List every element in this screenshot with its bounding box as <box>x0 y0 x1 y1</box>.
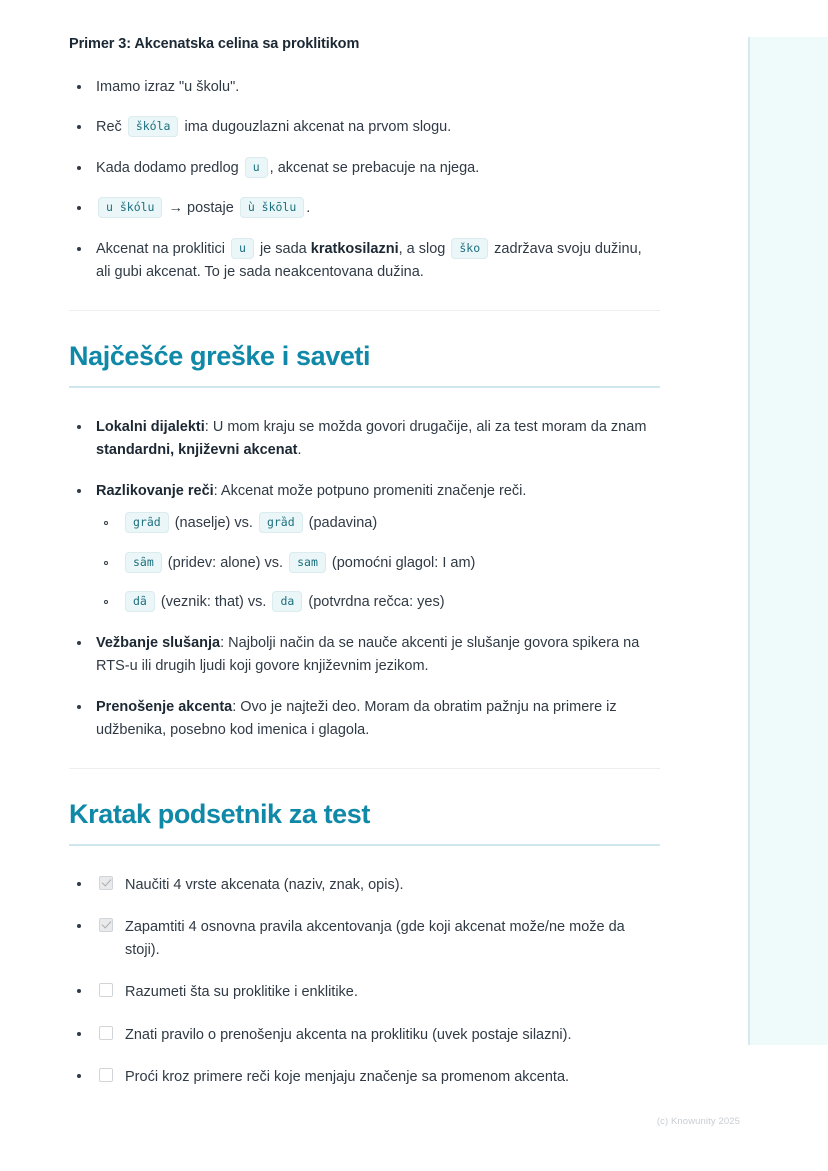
checklist-item[interactable] <box>69 981 660 1004</box>
accent-code-chip: sam <box>289 552 326 573</box>
accent-code-chip: u <box>245 157 268 178</box>
body-text: (naselje) vs. <box>170 515 257 532</box>
section-divider-2 <box>69 768 660 769</box>
list-item <box>69 76 660 99</box>
checkbox-checked-icon[interactable] <box>99 918 113 932</box>
accent-code-chip: sȃm <box>125 552 162 573</box>
body-text: : Najbolji način da se nauče akcenti je slušanje govora spikera na RTS-u ili drugih ljudi koji govore književnim jezikom. <box>96 634 640 675</box>
checklist-item-label: Naučiti 4 vrste akcenata (naziv, znak, opis). <box>125 876 404 893</box>
section-divider <box>69 310 660 311</box>
body-text: je sada <box>255 240 311 257</box>
checklist-item[interactable] <box>69 1024 660 1047</box>
list-item <box>69 696 660 743</box>
checklist-section-heading: Kratak podsetnik za test <box>69 798 370 829</box>
body-text: : U mom kraju se možda govori drugačije, ali za test moram da znam <box>204 418 647 435</box>
emphasis-text: Prenošenje akcenta <box>96 698 233 715</box>
body-text: zadržava svoju dužinu, ali gubi akcenat. To je sada neakcentovana dužina. <box>96 240 642 281</box>
accent-code-chip: da <box>272 591 302 612</box>
body-text: . <box>306 200 311 217</box>
body-text: (veznik: that) vs. <box>156 594 271 611</box>
accent-code-chip: škóla <box>128 116 179 137</box>
emphasis-text: Vežbanje slušanja <box>96 634 221 651</box>
list-item <box>69 632 660 679</box>
accent-code-chip: u <box>231 238 254 259</box>
test-checklist <box>69 874 660 1089</box>
list-item <box>69 116 660 139</box>
emphasis-text: standardni, književni akcenat <box>96 442 298 459</box>
list-item <box>69 416 660 463</box>
list-item <box>69 480 660 615</box>
checkbox-unchecked-icon[interactable] <box>99 983 113 997</box>
list-item <box>69 238 660 285</box>
footer-copyright: (c) Knowunity 2025 <box>656 1116 740 1127</box>
checklist-heading-underline <box>69 844 660 846</box>
body-text: → postaje <box>164 200 238 217</box>
body-text: Imamo izraz "u školu". <box>96 79 240 95</box>
emphasis-text: Lokalni dijalekti <box>96 418 205 435</box>
body-text: Reč <box>96 119 126 136</box>
checkbox-unchecked-icon[interactable] <box>99 1026 113 1040</box>
accent-code-chip: u škólu <box>98 197 162 218</box>
body-text: (pomoćni glagol: I am) <box>327 554 476 571</box>
nested-list <box>96 512 660 614</box>
example-bullet-list <box>69 76 660 285</box>
mistakes-heading-underline <box>69 386 660 388</box>
nested-list-item <box>96 552 660 575</box>
checkbox-unchecked-icon[interactable] <box>99 1068 113 1082</box>
mistakes-bullet-list <box>69 416 660 743</box>
body-text: , a slog <box>398 240 450 257</box>
body-text: Akcenat na proklitici <box>96 240 229 257</box>
checklist-item[interactable] <box>69 916 660 962</box>
accent-code-chip: ù škōlu <box>240 197 304 218</box>
right-decorative-band <box>748 37 828 1045</box>
accent-code-chip: ško <box>451 238 488 259</box>
body-text: (pridev: alone) vs. <box>163 554 288 571</box>
body-text: ima dugouzlazni akcenat na prvom slogu. <box>180 119 452 136</box>
checklist-item-label: Znati pravilo o prenošenju akcenta na proklitiku (uvek postaje silazni). <box>125 1026 572 1043</box>
nested-list-item <box>96 591 660 614</box>
checklist-item-label: Razumeti šta su proklitike i enklitike. <box>125 984 358 1001</box>
example-heading: Primer 3: Akcenatska celina sa proklitikom <box>69 36 360 52</box>
emphasis-text: kratkosilazni <box>310 240 399 257</box>
checkbox-checked-icon[interactable] <box>99 876 113 890</box>
nested-list-item <box>96 512 660 535</box>
checklist-item[interactable] <box>69 1066 660 1089</box>
accent-code-chip: dȃ <box>125 591 155 612</box>
checklist-item-label: Proći kroz primere reči koje menjaju značenje sa promenom akcenta. <box>125 1068 570 1085</box>
list-item <box>69 157 660 180</box>
mistakes-section-heading: Najčešće greške i saveti <box>69 340 371 371</box>
body-text: . <box>297 442 302 459</box>
accent-code-chip: grȁd <box>259 512 303 533</box>
body-text: : Ovo je najteži deo. Moram da obratim pažnju na primere iz udžbenika, posebno kod imenica i glagola. <box>96 698 617 739</box>
body-text: (potvrdna rečca: yes) <box>304 594 445 611</box>
checklist-item[interactable] <box>69 874 660 897</box>
accent-code-chip: grȃd <box>125 512 169 533</box>
body-text: (padavina) <box>304 515 378 532</box>
list-item <box>69 197 660 220</box>
emphasis-text: Razlikovanje reči <box>96 482 214 499</box>
body-text: : Akcenat može potpuno promeniti značenje reči. <box>213 482 527 499</box>
body-text: , akcenat se prebacuje na njega. <box>269 159 480 176</box>
body-text: Kada dodamo predlog <box>96 159 243 176</box>
checklist-item-label: Zapamtiti 4 osnovna pravila akcentovanja (gde koji akcenat može/ne može da stoji). <box>125 918 625 959</box>
